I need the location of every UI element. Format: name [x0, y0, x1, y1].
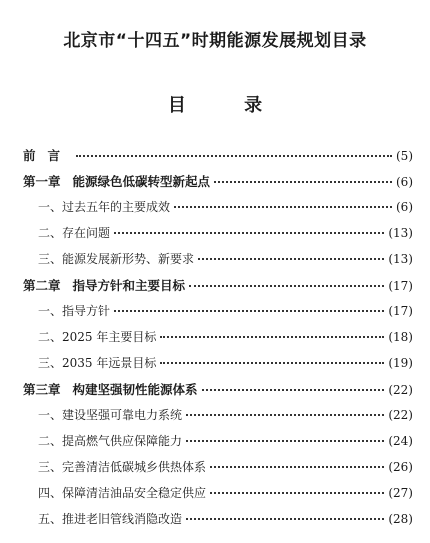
document-title: 北京市“十四五”时期能源发展规划目录 — [63, 31, 367, 51]
dot-leader — [210, 492, 384, 494]
page-number: (27) — [388, 486, 413, 500]
dot-leader — [186, 414, 384, 416]
section-title: 五、推进老旧管线消隐改造 — [38, 512, 183, 526]
toc-heading: 目 录 — [167, 95, 289, 116]
section-title: 三、完善清洁低碳城乡供热体系 — [38, 460, 207, 474]
page-number: (22) — [388, 408, 413, 422]
dot-leader — [114, 310, 384, 312]
section-title: 一、建设坚强可靠电力系统 — [38, 408, 183, 422]
entry-label — [23, 276, 185, 294]
toc-entry-chapter-3[interactable] — [23, 380, 413, 406]
chapter-number: 第二章 — [23, 278, 61, 293]
toc-entry-chapter-1[interactable] — [23, 172, 413, 198]
preface-char-1: 前 — [23, 148, 48, 163]
dot-leader — [202, 389, 385, 391]
chapter-number: 第三章 — [23, 382, 61, 397]
entry-label — [23, 146, 72, 164]
page-number: (17) — [388, 279, 413, 293]
section-title: 二、提高燃气供应保障能力 — [38, 434, 183, 448]
section-title: 二、2025 年主要目标 — [38, 330, 157, 344]
dot-leader — [189, 285, 384, 287]
page-number: (6) — [396, 200, 413, 214]
toc-entry-section[interactable] — [23, 250, 413, 276]
page-number: (24) — [388, 434, 413, 448]
chapter-title: 指导方针和主要目标 — [72, 278, 186, 293]
toc-entry-section[interactable] — [23, 510, 413, 536]
preface-char-2: 言 — [47, 148, 73, 163]
dot-leader — [160, 336, 384, 338]
dot-leader — [76, 155, 392, 157]
page-number: (13) — [388, 252, 413, 266]
chapter-title: 能源绿色低碳转型新起点 — [72, 174, 211, 189]
section-title: 一、过去五年的主要成效 — [38, 200, 171, 214]
section-title: 四、保障清洁油品安全稳定供应 — [38, 486, 207, 500]
toc-entry-section[interactable] — [23, 198, 413, 224]
dot-leader — [186, 518, 384, 520]
toc-entry-preface[interactable] — [23, 146, 413, 172]
toc-entry-section[interactable] — [23, 484, 413, 510]
section-title: 一、指导方针 — [38, 304, 111, 318]
dot-leader — [160, 362, 384, 364]
toc-entry-section[interactable] — [23, 432, 413, 458]
section-title: 三、能源发展新形势、新要求 — [38, 252, 195, 266]
toc-entry-section[interactable] — [23, 354, 413, 380]
dot-leader — [210, 466, 384, 468]
toc-entry-section[interactable] — [23, 224, 413, 250]
page-number: (28) — [388, 512, 413, 526]
chapter-number: 第一章 — [23, 174, 61, 189]
toc-entry-section[interactable] — [23, 302, 413, 328]
page-number: (18) — [388, 330, 413, 344]
toc-entry-chapter-2[interactable] — [23, 276, 413, 302]
entry-label — [23, 380, 198, 398]
page-number: (22) — [388, 383, 413, 397]
page-number: (13) — [388, 226, 413, 240]
section-title: 二、存在问题 — [38, 226, 111, 240]
toc-entry-section[interactable] — [23, 406, 413, 432]
section-title: 三、2035 年远景目标 — [38, 356, 157, 370]
table-of-contents — [23, 146, 413, 536]
dot-leader — [186, 440, 384, 442]
dot-leader — [114, 232, 384, 234]
entry-label — [23, 172, 210, 190]
page-number: (19) — [388, 356, 413, 370]
page-number: (17) — [388, 304, 413, 318]
toc-entry-section[interactable] — [23, 458, 413, 484]
chapter-title: 构建坚强韧性能源体系 — [72, 382, 198, 397]
toc-entry-section[interactable] — [23, 328, 413, 354]
page-number: (26) — [388, 460, 413, 474]
dot-leader — [214, 181, 392, 183]
dot-leader — [198, 258, 384, 260]
page-number: (5) — [396, 149, 413, 163]
dot-leader — [174, 206, 392, 208]
page-number: (6) — [396, 175, 413, 189]
